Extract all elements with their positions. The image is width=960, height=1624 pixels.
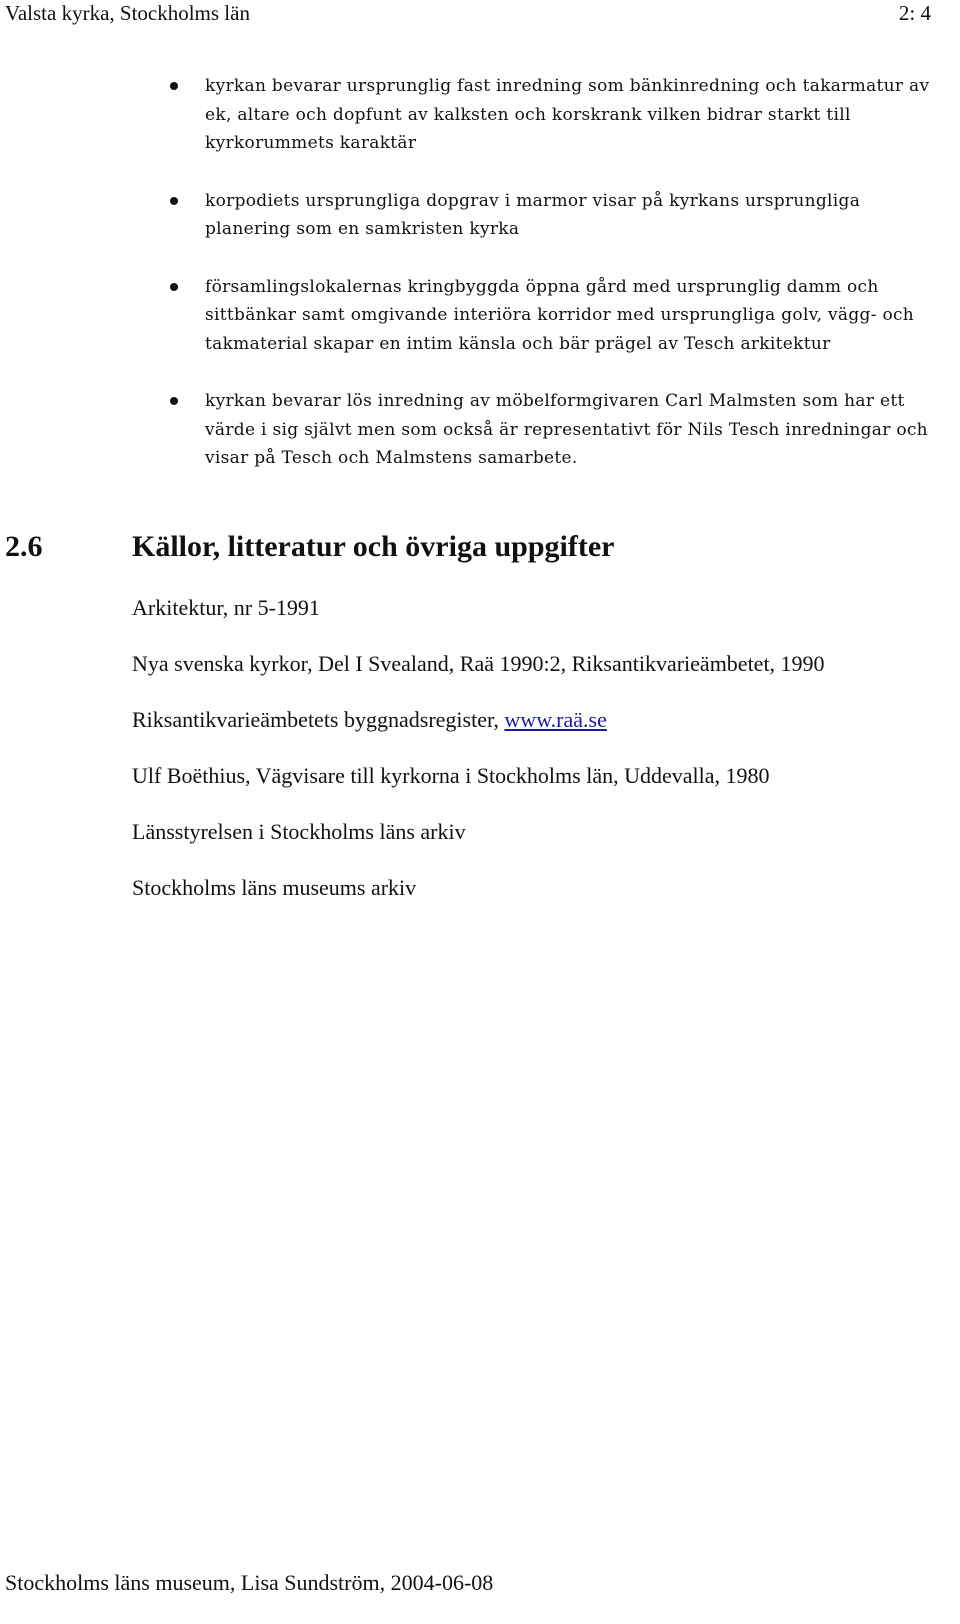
list-item: [0, 387, 960, 473]
raa-link[interactable]: www.raä.se: [504, 707, 607, 732]
page-footer: Stockholms läns museum, Lisa Sundström, 2004-06-08: [5, 1570, 494, 1595]
source-vagvisare: Ulf Boëthius, Vägvisare till kyrkorna i Stockholms län, Uddevalla, 1980: [132, 763, 770, 788]
section-heading: [5, 527, 614, 567]
bullet-icon: [170, 197, 178, 205]
document-title: Valsta kyrka, Stockholms län: [5, 1, 250, 25]
list-item: [0, 187, 960, 244]
list-item: [0, 273, 960, 359]
list-item-text: församlingslokalernas kringbyggda öppna gård med ursprunglig damm och sittbänkar samt omgivande interiöra korridor med ursprungliga golv, vägg- och takmaterial skapar en intim känsla och bär prägel av Tesch arkitektur: [205, 276, 915, 354]
source-nya-svenska-kyrkor: Nya svenska kyrkor, Del I Svealand, Raä 1990:2, Riksantikvarieämbetet, 1990: [132, 651, 825, 676]
source-byggnadsregister-text: Riksantikvarieämbetets byggnadsregister,: [132, 707, 505, 732]
source-list: [132, 589, 952, 925]
section-title: Källor, litteratur och övriga uppgifter: [132, 530, 615, 563]
source-museum-arkiv: Stockholms läns museums arkiv: [132, 875, 417, 900]
page-header: [5, 0, 931, 26]
bullet-list: [0, 72, 960, 502]
bullet-icon: [170, 283, 178, 291]
list-item: [0, 72, 960, 158]
list-item-text: korpodiets ursprungliga dopgrav i marmor visar på kyrkans ursprungliga planering som en samkristen kyrka: [205, 190, 861, 239]
page-number: 2: 4: [898, 1, 931, 25]
bullet-icon: [170, 82, 178, 90]
source-byggnadsregister: [132, 701, 952, 739]
list-item-text: kyrkan bevarar ursprunglig fast inredning som bänkinredning och takarmatur av ek, altare och dopfunt av kalksten och korskrank vilken bidrar starkt till kyrkorummets karaktär: [205, 76, 930, 153]
bullet-icon: [170, 397, 178, 405]
list-item-text: kyrkan bevarar lös inredning av möbelformgivaren Carl Malmsten som har ett värde i sig självt men som också är representativt för Nils Tesch inredningar och visar på Tesch och Malmstens samarbete.: [205, 391, 928, 468]
source-arkitektur: Arkitektur, nr 5-1991: [132, 595, 320, 620]
source-lansstyrelsen: Länsstyrelsen i Stockholms läns arkiv: [132, 819, 466, 844]
section-number: 2.6: [5, 530, 43, 563]
